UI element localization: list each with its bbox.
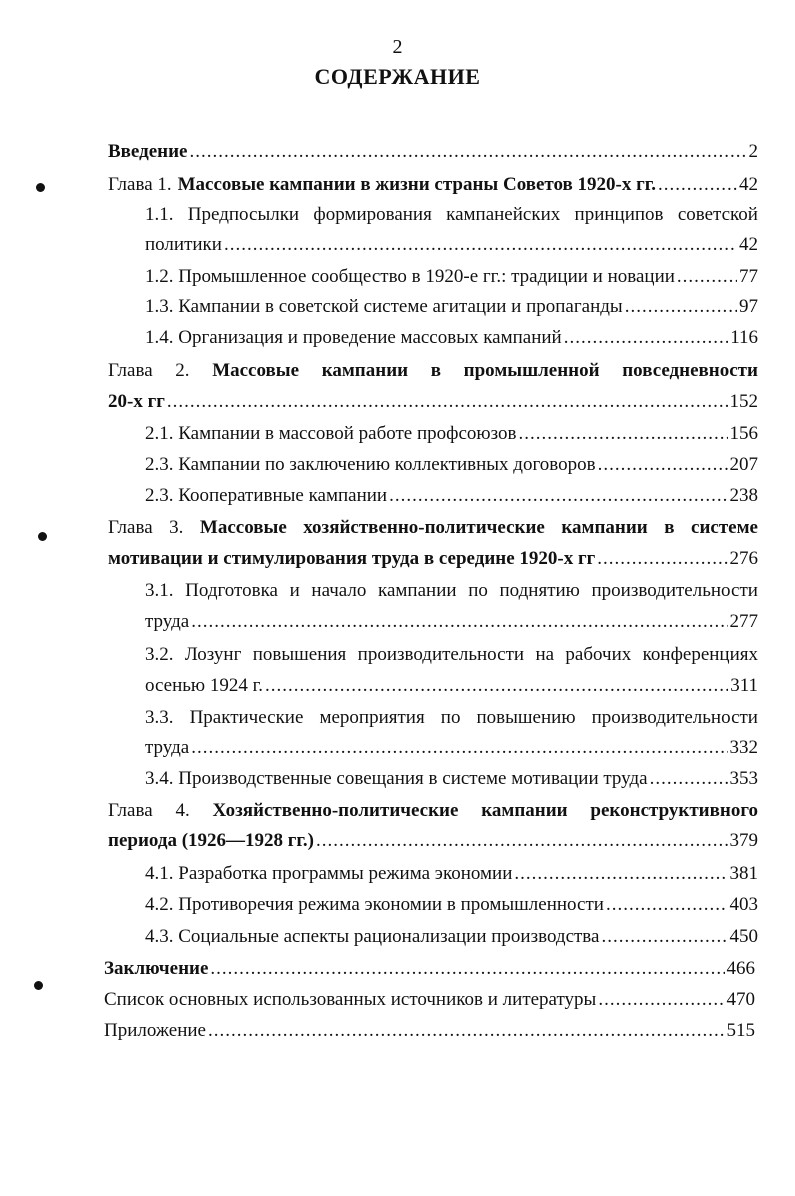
toc-entry-2-1 <box>145 419 758 449</box>
toc-entry-1-1-line2 <box>145 230 758 260</box>
toc-word: Лозунг <box>184 644 242 665</box>
leader-dots <box>316 826 728 856</box>
toc-entry-1-3 <box>145 292 758 322</box>
toc-page-number: 470 <box>726 989 755 1010</box>
toc-entry-label: 3.4. Производственные совещания в системе мотивации труда <box>145 768 648 789</box>
toc-entry-4-3 <box>145 922 758 952</box>
toc-entry-chapter-2-line2 <box>108 387 758 417</box>
toc-word: производительности <box>357 644 525 665</box>
toc-word: повышения <box>252 644 347 665</box>
toc-chapter-title: Массовые кампании в жизни страны Советов 1920-х гг. <box>177 174 656 195</box>
toc-page-number: 311 <box>730 675 758 696</box>
leader-dots <box>518 419 727 449</box>
toc-entry-label: 2.3. Кампании по заключению коллективных договоров <box>145 454 596 475</box>
toc-word: реконструктивного <box>590 800 758 821</box>
toc-entry-label: Заключение <box>104 958 209 979</box>
toc-entry-2-2 <box>145 450 758 480</box>
toc-word: Практические <box>189 707 304 728</box>
toc-word: хозяйственно-политические <box>303 517 545 538</box>
leader-dots <box>208 1016 725 1046</box>
toc-entry-label: 4.3. Социальные аспекты рационализации производства <box>145 926 600 947</box>
leader-dots <box>564 323 728 353</box>
toc-word: в <box>664 517 675 538</box>
toc-word: и <box>289 580 300 601</box>
toc-entry-label: Приложение <box>104 1020 206 1041</box>
leader-dots <box>598 450 728 480</box>
toc-entry-label: 4.2. Противоречия режима экономии в промышленности <box>145 894 604 915</box>
leader-dots <box>597 544 727 574</box>
toc-word: кампании <box>561 517 648 538</box>
toc-word: повышению <box>476 707 576 728</box>
toc-page-number: 207 <box>729 454 758 475</box>
page-number: 2 <box>392 36 403 58</box>
leader-dots <box>210 954 724 984</box>
toc-page-number: 97 <box>739 296 758 317</box>
toc-entry-label: 1.2. Промышленное сообщество в 1920-е гг.: традиции и новации <box>145 266 675 287</box>
toc-word: кампании <box>321 360 409 381</box>
toc-entry-3-3-line2 <box>145 733 758 763</box>
leader-dots <box>265 671 728 701</box>
leader-dots <box>625 292 737 322</box>
leader-dots <box>658 170 737 200</box>
toc-word: конференциях <box>642 644 758 665</box>
toc-word: Массовые <box>212 360 300 381</box>
leader-dots <box>598 985 724 1015</box>
toc-entry-1-2 <box>145 262 758 292</box>
toc-page-number: 353 <box>729 768 758 789</box>
toc-page-number: 152 <box>729 391 758 412</box>
toc-page-number: 466 <box>726 958 755 979</box>
toc-page-number: 515 <box>726 1020 755 1041</box>
toc-word: советской <box>677 204 758 225</box>
toc-page-number: 450 <box>729 926 758 947</box>
page-title: СОДЕРЖАНИЕ <box>314 64 481 89</box>
toc-word: мероприятия <box>319 707 425 728</box>
toc-word: Глава <box>108 360 153 381</box>
toc-entry-chapter-1 <box>108 170 758 200</box>
toc-word: на <box>535 644 555 665</box>
leader-dots <box>601 922 727 952</box>
toc-word: Глава <box>108 800 153 821</box>
toc-entry-appendix <box>104 1016 755 1046</box>
toc-entry-3-4 <box>145 764 758 794</box>
toc-entry-label: 20-х гг <box>108 391 165 412</box>
leader-dots <box>224 230 737 260</box>
toc-page-number: 42 <box>739 234 758 255</box>
toc-word: начало <box>311 580 367 601</box>
toc-entry-2-3 <box>145 481 758 511</box>
toc-entry-3-2-line2 <box>145 671 758 701</box>
toc-entry-4-2 <box>145 890 758 920</box>
toc-word: 3.2. <box>145 644 174 665</box>
toc-word: принципов <box>574 204 664 225</box>
toc-word: 3.1. <box>145 580 174 601</box>
toc-word: производительности <box>591 580 758 601</box>
toc-entry-label: 1.4. Организация и проведение массовых кампаний <box>145 327 562 348</box>
toc-entry-label: мотивации и стимулирования труда в середине 1920-х гг <box>108 548 596 569</box>
toc-entry-label: Введение <box>108 141 188 162</box>
toc-word: производительности <box>591 707 758 728</box>
toc-entry-chapter-3-line2 <box>108 544 758 574</box>
toc-entry-chapter-2-line1 <box>108 356 758 386</box>
toc-page-number: 379 <box>729 830 758 851</box>
toc-entry-label: политики <box>145 234 222 255</box>
toc-word: Массовые <box>199 517 287 538</box>
leader-dots <box>606 890 728 920</box>
toc-entry-chapter-4-line1 <box>108 796 758 826</box>
toc-entry-3-1-line2 <box>145 607 758 637</box>
toc-entry-label: периода (1926—1928 гг.) <box>108 830 314 851</box>
toc-entry-chapter-3-line1 <box>108 513 758 543</box>
leader-dots <box>167 387 728 417</box>
toc-entry-sources <box>104 985 755 1015</box>
toc-word: 3. <box>169 517 184 538</box>
toc-entry-4-1 <box>145 859 758 889</box>
toc-page-number: 2 <box>748 141 758 162</box>
toc-entry-1-4 <box>145 323 758 353</box>
toc-page-number: 276 <box>729 548 758 569</box>
toc-page-number: 332 <box>729 737 758 758</box>
toc-word: формирования <box>313 204 432 225</box>
toc-entry-label: 2.3. Кооперативные кампании <box>145 485 388 506</box>
toc-word: кампанейских <box>446 204 561 225</box>
toc-word: промышленной <box>463 360 600 381</box>
toc-word: 3.3. <box>145 707 174 728</box>
toc-page-number: 116 <box>730 327 758 348</box>
toc-entry-1-1-line1 <box>145 200 758 230</box>
toc-chapter-prefix: Глава 1. <box>108 174 172 195</box>
leader-dots <box>389 481 727 511</box>
leader-dots <box>190 137 747 167</box>
toc-word: 1.1. <box>145 204 174 225</box>
leader-dots <box>650 764 728 794</box>
toc-entry-introduction <box>108 137 758 167</box>
leader-dots <box>191 733 727 763</box>
toc-entry-chapter-4-line2 <box>108 826 758 856</box>
toc-word: в <box>430 360 442 381</box>
leader-dots <box>677 262 737 292</box>
toc-entry-label: труда <box>145 611 190 632</box>
toc-word: Предпосылки <box>187 204 300 225</box>
toc-word: Хозяйственно-политические <box>212 800 459 821</box>
toc-page-number: 403 <box>729 894 758 915</box>
toc-page-number: 238 <box>729 485 758 506</box>
toc-entry-label: осенью 1924 г. <box>145 675 263 696</box>
toc-page-number: 156 <box>729 423 758 444</box>
toc-page-number: 77 <box>739 266 758 287</box>
toc-word: Подготовка <box>185 580 278 601</box>
toc-entry-label: Список основных использованных источников и литературы <box>104 989 597 1010</box>
toc-entry-label: 2.1. Кампании в массовой работе профсоюзов <box>145 423 517 444</box>
toc-entry-label: 1.3. Кампании в советской системе агитации и пропаганды <box>145 296 623 317</box>
toc-entry-conclusion <box>104 954 755 984</box>
toc-word: повседневности <box>622 360 758 381</box>
toc-page-number: 277 <box>729 611 758 632</box>
toc-entry-label: труда <box>145 737 190 758</box>
toc-word: системе <box>691 517 758 538</box>
toc-word: 2. <box>175 360 190 381</box>
toc-word: Глава <box>108 517 153 538</box>
toc-word: рабочих <box>565 644 632 665</box>
toc-word: поднятию <box>499 580 580 601</box>
toc-word: кампании <box>378 580 457 601</box>
toc-word: кампании <box>481 800 568 821</box>
toc-entry-label: 4.1. Разработка программы режима экономии <box>145 863 513 884</box>
leader-dots <box>191 607 727 637</box>
toc-word: по <box>468 580 488 601</box>
toc-page-number: 381 <box>729 863 758 884</box>
toc-word: 4. <box>175 800 190 821</box>
leader-dots <box>514 859 727 889</box>
toc-entry-3-2-line1 <box>145 640 758 670</box>
toc-entry-3-1-line1 <box>145 576 758 606</box>
toc-page-number: 42 <box>739 174 758 195</box>
toc-entry-3-3-line1 <box>145 703 758 733</box>
toc-word: по <box>440 707 461 728</box>
